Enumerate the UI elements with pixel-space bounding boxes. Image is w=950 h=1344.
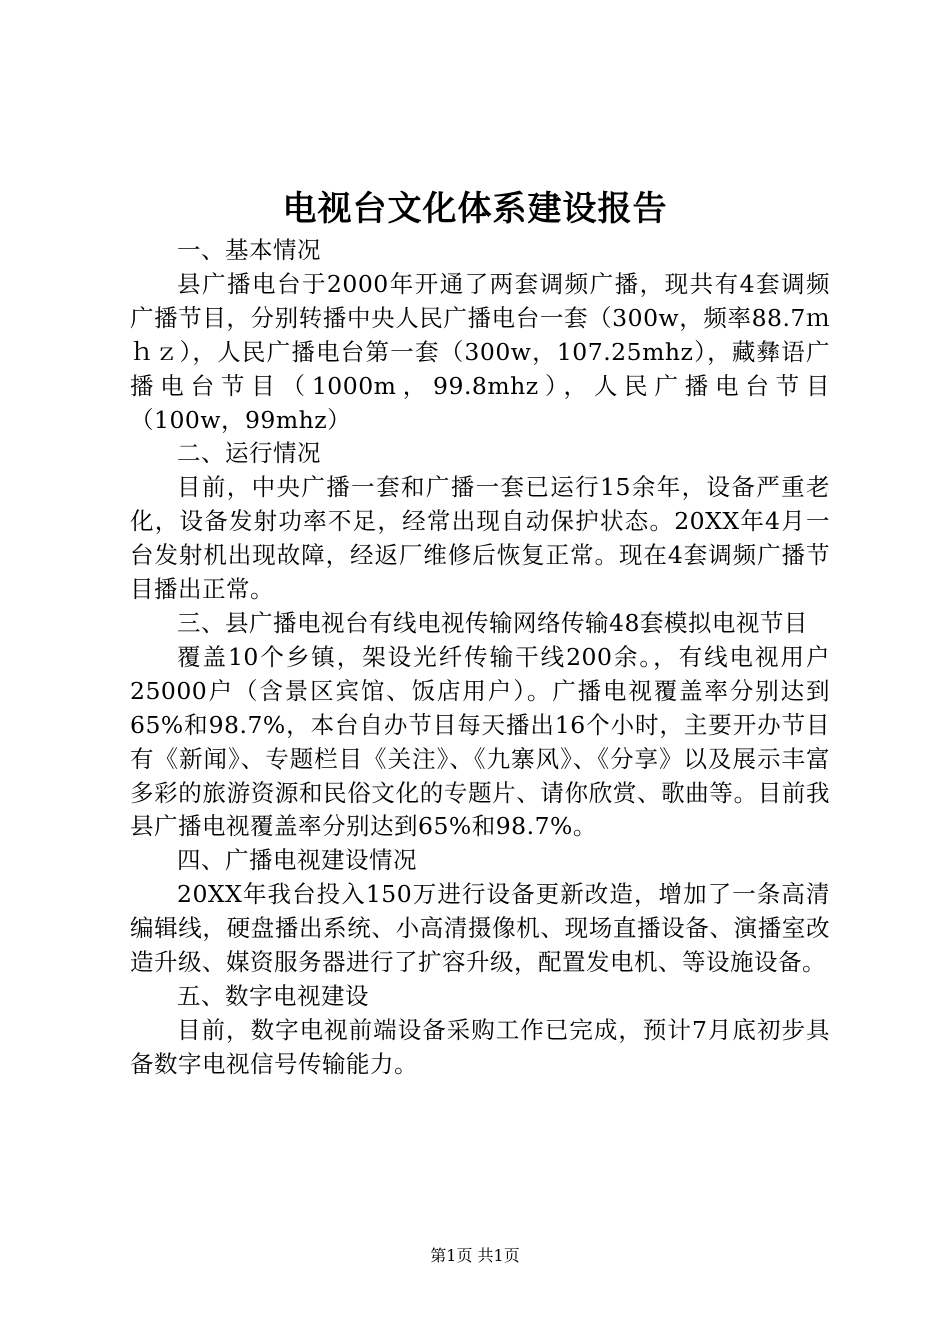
paragraph-basic: 县广播电台于2000年开通了两套调频广播，现共有4套调频广播节目，分别转播中央人民广播电台一套（300w，频率88.7ｍｈｚ），人民广播电台第一套（300w，107.25mhz），藏彝语广播电台节目（1000m，99.8mhz），人民广播电台节目（100w，99mhz） [130, 269, 830, 434]
section-heading-cable: 三、县广播电视台有线电视传输网络传输48套模拟电视节目 [177, 608, 808, 637]
paragraph-operation: 目前，中央广播一套和广播一套已运行15余年，设备严重老化，设备发射功率不足，经常出现自动保护状态。20XX年4月一台发射机出现故障，经返厂维修后恢复正常。现在4套调频广播节目播出正常。 [130, 473, 830, 604]
section-heading-basic: 一、基本情况 [177, 236, 321, 264]
paragraph-digital: 目前，数字电视前端设备采购工作已完成，预计7月底初步具备数字电视信号传输能力。 [130, 1015, 830, 1078]
page-footer: 第1页 共1页 [430, 1246, 520, 1265]
section-heading-operation: 二、运行情况 [177, 439, 321, 468]
document-title: 电视台文化体系建设报告 [282, 189, 668, 229]
section-heading-construction: 四、广播电视建设情况 [177, 846, 417, 875]
paragraph-construction: 20XX年我台投入150万进行设备更新改造，增加了一条高清编辑线，硬盘播出系统、小高清摄像机、现场直播设备、演播室改造升级、媒资服务器进行了扩容升级，配置发电机、等设施设备。 [130, 880, 830, 977]
document-body [130, 234, 830, 1082]
paragraph-cable: 覆盖10个乡镇，架设光纤传输干线200余。，有线电视用户25000户（含景区宾馆、饭店用户）。广播电视覆盖率分别达到65%和98.7%，本台自办节目每天播出16个小时，主要开办节目有《新闻》、专题栏目《关注》、《九寨风》、《分享》以及展示丰富多彩的旅游资源和民俗文化的专题片、请你欣赏、歌曲等。目前我县广播电视覆盖率分别达到65%和98.7%。 [130, 642, 830, 841]
section-heading-digital: 五、数字电视建设 [177, 981, 369, 1010]
